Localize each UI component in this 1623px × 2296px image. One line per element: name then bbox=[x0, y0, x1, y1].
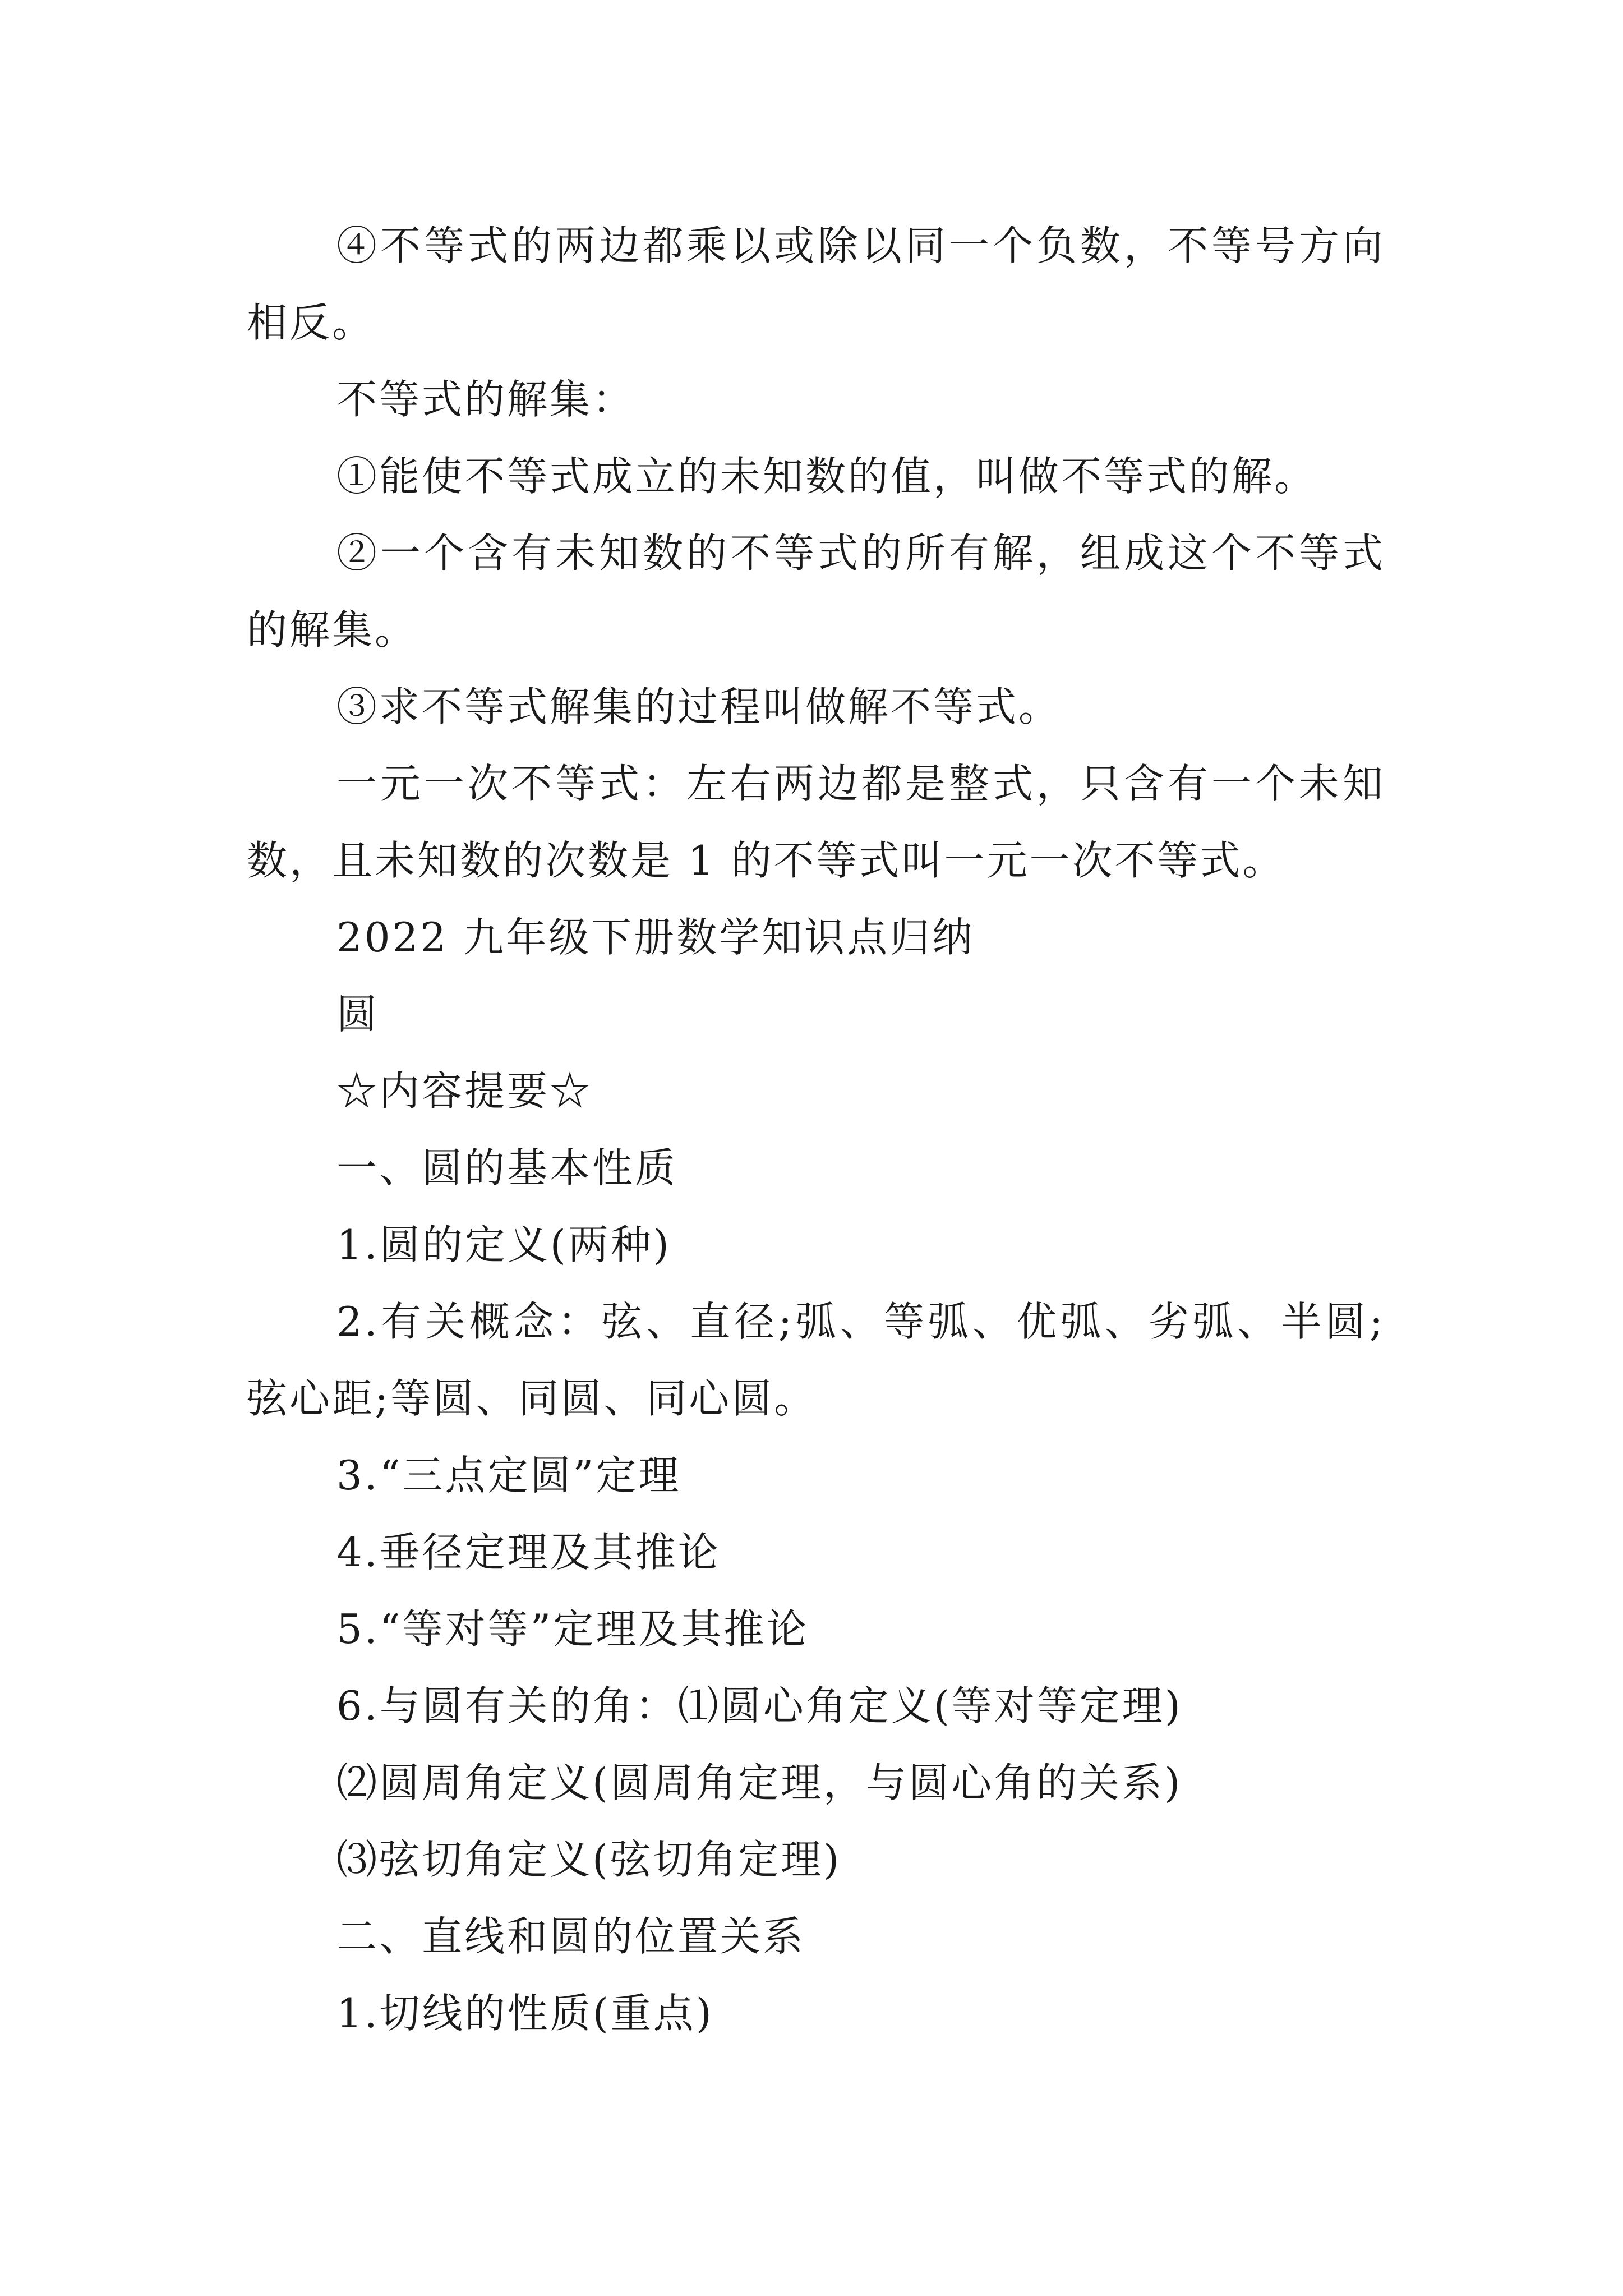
paragraph-linear-inequality: 一元一次不等式：左右两边都是整式，只含有一个未知数，且未知数的次数是 1 的不等式叫一元一次不等式。 bbox=[247, 760, 1385, 884]
paragraph-item-6: 6.与圆有关的角：⑴圆心角定义(等对等定理) bbox=[336, 1682, 1183, 1729]
paragraph-summary-heading: ☆内容提要☆ bbox=[336, 1068, 593, 1115]
paragraph-item-6-3: ⑶弦切角定义(弦切角定理) bbox=[336, 1836, 842, 1883]
paragraph-tangent-item-1: 1.切线的性质(重点) bbox=[336, 1990, 714, 2037]
paragraph-item-6-2: ⑵圆周角定义(圆周角定理，与圆心角的关系) bbox=[336, 1759, 1183, 1806]
paragraph-part-2-heading: 二、直线和圆的位置关系 bbox=[336, 1913, 806, 1960]
paragraph-item-5: 5.“等对等”定理及其推论 bbox=[336, 1605, 809, 1653]
paragraph-solution-def-3: ③求不等式解集的过程叫做解不等式。 bbox=[336, 683, 1062, 730]
paragraph-inequality-rule-4: ④不等式的两边都乘以或除以同一个负数，不等号方向相反。 bbox=[247, 222, 1385, 346]
paragraph-solution-def-1: ①能使不等式成立的未知数的值，叫做不等式的解。 bbox=[336, 453, 1317, 500]
paragraph-item-3: 3.“三点定圆”定理 bbox=[336, 1452, 681, 1499]
paragraph-item-4: 4.垂径定理及其推论 bbox=[336, 1529, 721, 1576]
paragraph-part-1-heading: 一、圆的基本性质 bbox=[336, 1144, 678, 1191]
paragraph-solution-set-heading: 不等式的解集： bbox=[336, 376, 635, 423]
paragraph-item-2: 2.有关概念：弦、直径;弧、等弧、优弧、劣弧、半圆;弦心距;等圆、同圆、同心圆。 bbox=[247, 1298, 1385, 1422]
paragraph-solution-def-2: ②一个含有未知数的不等式的所有解，组成这个不等式的解集。 bbox=[247, 530, 1385, 654]
paragraph-item-1: 1.圆的定义(两种) bbox=[336, 1221, 671, 1268]
paragraph-section-title: 2022 九年级下册数学知识点归纳 bbox=[336, 914, 975, 961]
document-body bbox=[247, 208, 1385, 2052]
paragraph-circle-heading: 圆 bbox=[336, 991, 380, 1038]
